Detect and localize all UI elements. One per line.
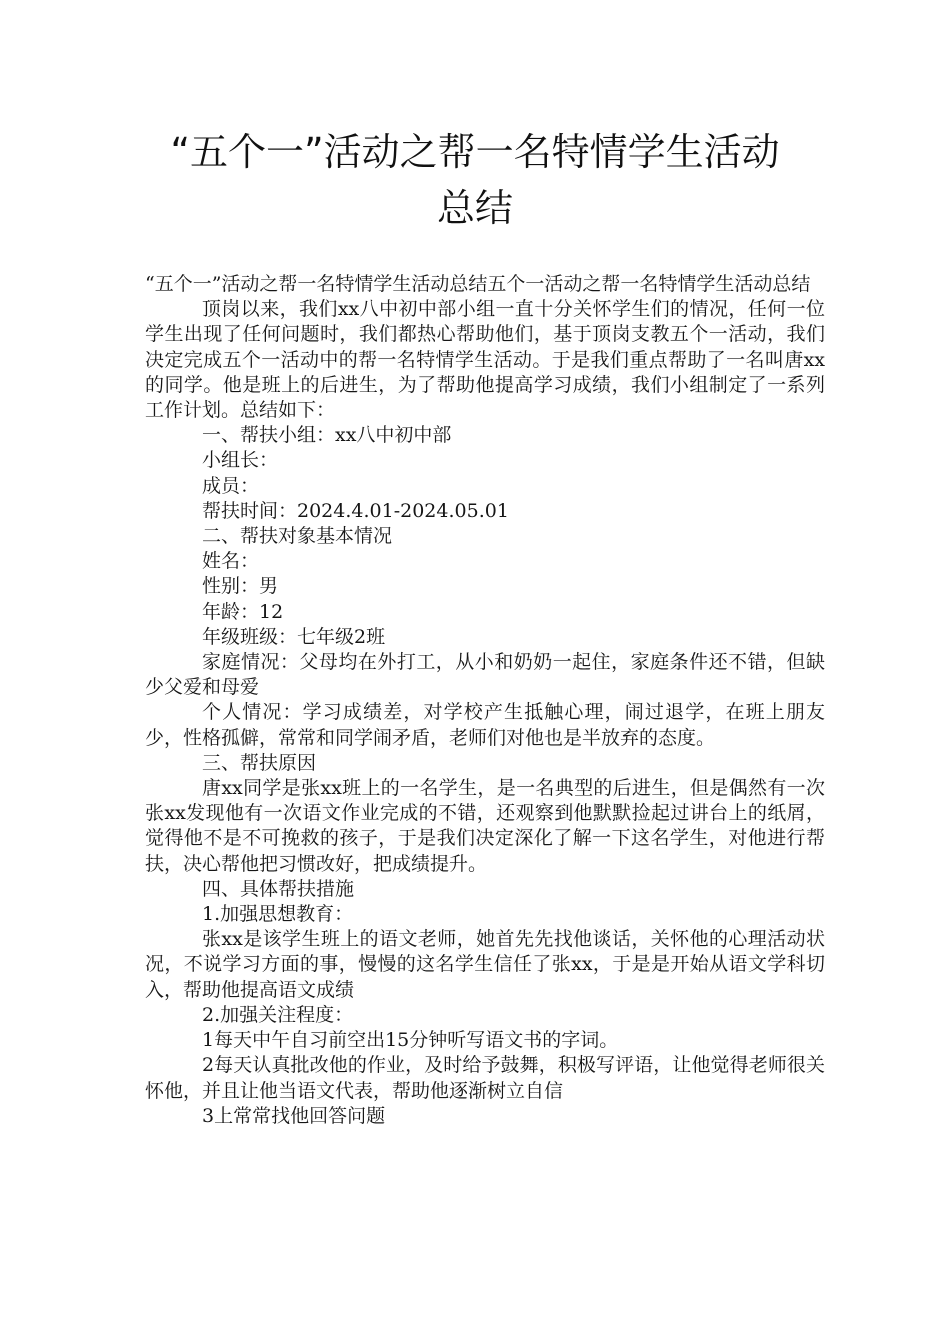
- section-heading: 四、具体帮扶措施: [202, 877, 355, 900]
- document-body: [145, 272, 825, 1129]
- title-line-2: 总结: [436, 186, 513, 230]
- field-line: 小组长：: [202, 449, 279, 472]
- paragraph: “五个一”活动之帮一名特情学生活动总结五个一活动之帮一名特情学生活动总结: [145, 273, 811, 295]
- paragraph: 家庭情况：父母均在外打工，从小和奶奶一起住，家庭条件还不错，但缺少父爱和母爱: [145, 651, 825, 699]
- paragraph: 个人情况：学习成绩差，对学校产生抵触心理，闹过退学，在班上朋友少，性格孤僻，常常和同学闹矛盾，老师们对他也是半放弃的态度。: [145, 701, 825, 749]
- field-line: 年级班级：七年级2班: [202, 625, 386, 648]
- section-heading: 二、帮扶对象基本情况: [202, 525, 393, 548]
- paragraph: 唐xx同学是张xx班上的一名学生，是一名典型的后进生，但是偶然有一次张xx发现他有一次语文作业完成的不错，还观察到他默默捡起过讲台上的纸屑，觉得他不是不可挽救的孩子，于是我们决定深化了解一下这名学生，对他进行帮扶，决心帮他把习惯改好，把成绩提升。: [145, 777, 825, 875]
- field-line: 姓名：: [202, 550, 260, 573]
- list-item: 1每天中午自习前空出15分钟听写语文书的字词。: [202, 1029, 619, 1052]
- section-heading: 一、帮扶小组：xx八中初中部: [202, 424, 452, 447]
- list-item: 2每天认真批改他的作业，及时给予鼓舞，积极写评语，让他觉得老师很关怀他，并且让他当语文代表，帮助他逐渐树立自信: [145, 1054, 825, 1102]
- field-line: 成员：: [202, 474, 260, 497]
- field-line: 性别：男: [202, 575, 279, 598]
- field-line: 帮扶时间：2024.4.01-2024.05.01: [202, 499, 509, 522]
- field-line: 年龄：12: [202, 600, 284, 623]
- document-title: [120, 124, 830, 236]
- section-heading: 三、帮扶原因: [202, 751, 317, 774]
- subsection-heading: 1.加强思想教育：: [202, 903, 354, 926]
- title-line-1: “五个一”活动之帮一名特情学生活动: [170, 130, 780, 174]
- subsection-heading: 2.加强关注程度：: [202, 1003, 354, 1026]
- paragraph: 顶岗以来，我们xx八中初中部小组一直十分关怀学生们的情况，任何一位学生出现了任何问题时，我们都热心帮助他们，基于顶岗支教五个一活动，我们决定完成五个一活动中的帮一名特情学生活动。于是我们重点帮助了一名叫唐xx的同学。他是班上的后进生，为了帮助他提高学习成绩，我们小组制定了一系列工作计划。总结如下：: [145, 298, 825, 422]
- paragraph: 张xx是该学生班上的语文老师，她首先先找他谈话，关怀他的心理活动状况，不说学习方面的事，慢慢的这名学生信任了张xx，于是是开始从语文学科切入，帮助他提高语文成绩: [145, 928, 825, 1001]
- list-item: 3上常常找他回答问题: [202, 1104, 386, 1127]
